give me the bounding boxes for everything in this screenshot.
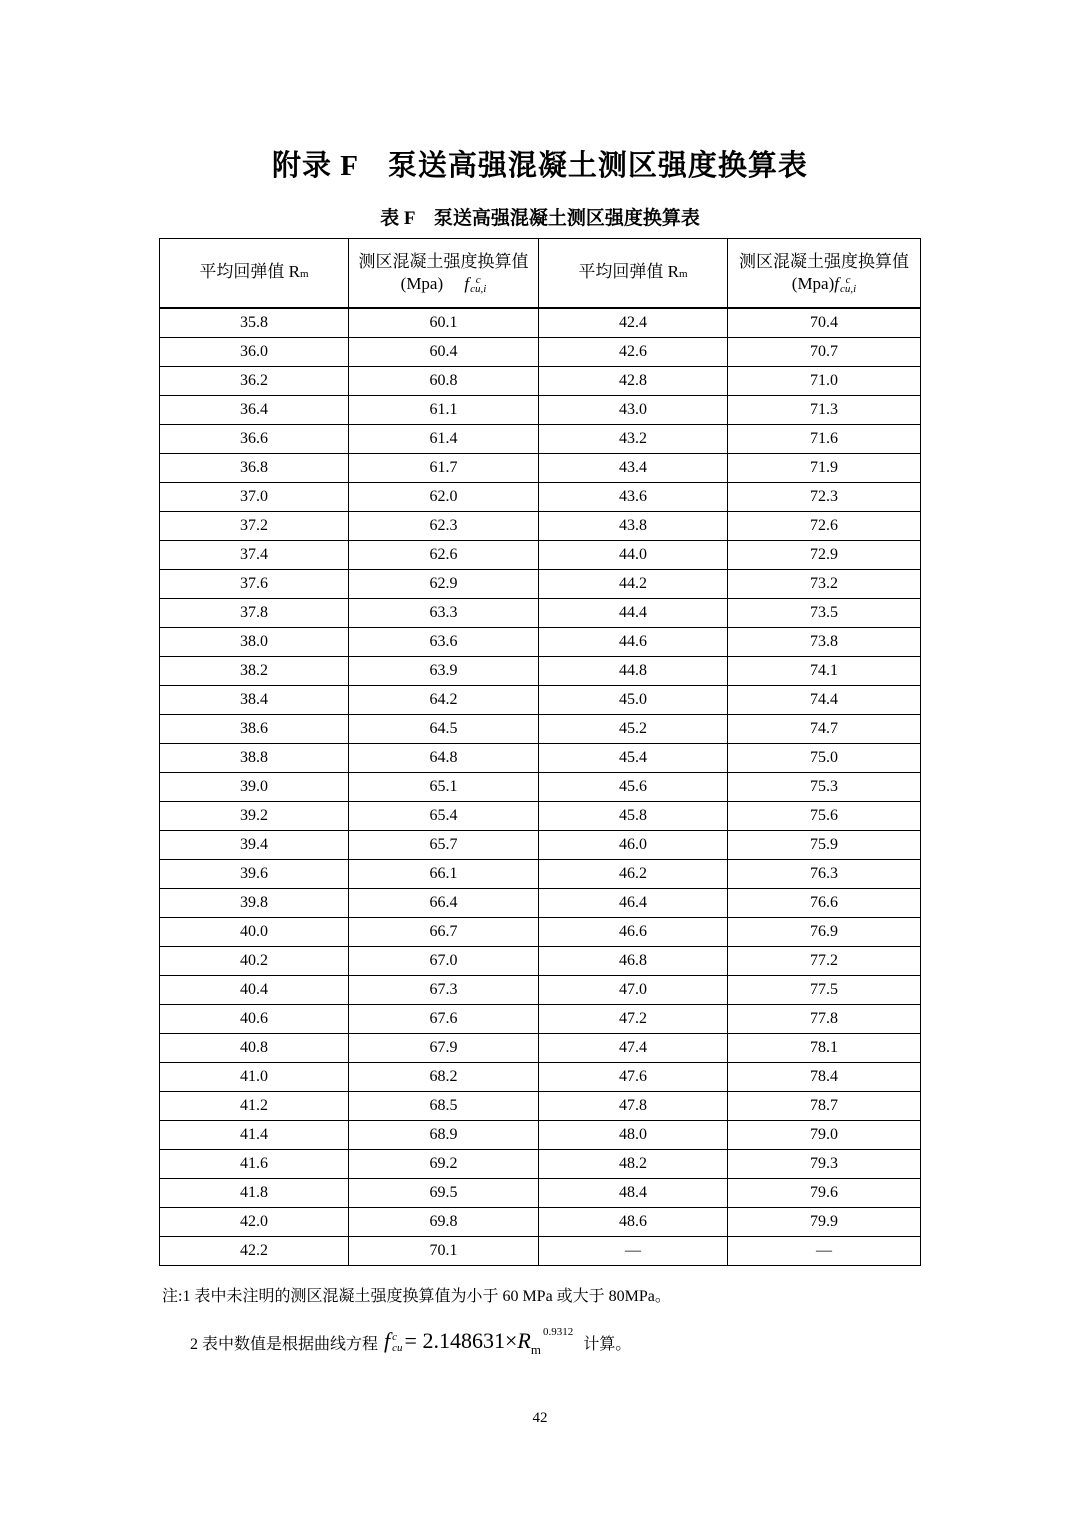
table-cell: 71.9: [728, 454, 921, 483]
table-cell: 38.8: [160, 744, 349, 773]
table-cell: 44.0: [539, 541, 728, 570]
table-row: [160, 1121, 921, 1150]
table-row: [160, 918, 921, 947]
table-cell: 71.6: [728, 425, 921, 454]
header-label: 测区混凝土强度换算值: [358, 252, 529, 271]
table-cell: 73.2: [728, 570, 921, 599]
table-row: [160, 947, 921, 976]
table-cell: 67.9: [349, 1034, 539, 1063]
table-caption: 表 F 泵送高强混凝土测区强度换算表: [380, 208, 700, 229]
table-cell: 75.6: [728, 802, 921, 831]
table-cell: 60.1: [349, 308, 539, 338]
table-cell: 41.2: [160, 1092, 349, 1121]
table-cell: 35.8: [160, 308, 349, 338]
table-row: [160, 425, 921, 454]
table-row: [160, 1208, 921, 1237]
table-row: [160, 599, 921, 628]
table-cell: 65.7: [349, 831, 539, 860]
table-cell: 40.8: [160, 1034, 349, 1063]
table-row: [160, 1150, 921, 1179]
table-row: [160, 541, 921, 570]
table-row: [160, 1179, 921, 1208]
table-cell: 36.8: [160, 454, 349, 483]
table-row: [160, 338, 921, 367]
table-cell: 41.8: [160, 1179, 349, 1208]
table-row: [160, 802, 921, 831]
table-cell: 36.4: [160, 396, 349, 425]
table-cell: 45.8: [539, 802, 728, 831]
table-cell: 62.3: [349, 512, 539, 541]
table-cell: 77.8: [728, 1005, 921, 1034]
equation-r-sub: m: [530, 1342, 541, 1357]
table-cell: 46.2: [539, 860, 728, 889]
table-cell: 73.8: [728, 628, 921, 657]
table-cell: 67.6: [349, 1005, 539, 1034]
table-row: [160, 1005, 921, 1034]
table-cell: 45.6: [539, 773, 728, 802]
header-strength-1: [349, 239, 539, 309]
table-row: [160, 773, 921, 802]
table-cell: 76.6: [728, 889, 921, 918]
table-cell: 40.0: [160, 918, 349, 947]
table-cell: 75.3: [728, 773, 921, 802]
table-cell: 48.4: [539, 1179, 728, 1208]
table-cell: 36.2: [160, 367, 349, 396]
table-cell: 60.4: [349, 338, 539, 367]
table-cell: 61.1: [349, 396, 539, 425]
table-cell: 61.4: [349, 425, 539, 454]
note-2-suffix: 计算。: [583, 1336, 632, 1353]
table-cell: 42.0: [160, 1208, 349, 1237]
table-cell: 37.4: [160, 541, 349, 570]
table-row: [160, 628, 921, 657]
equation-sub: cu: [392, 1342, 403, 1354]
table-cell: 45.0: [539, 686, 728, 715]
table-cell: 44.2: [539, 570, 728, 599]
table-cell: 78.1: [728, 1034, 921, 1063]
table-cell: 39.8: [160, 889, 349, 918]
table-cell: 46.4: [539, 889, 728, 918]
header-unit: (Mpa): [791, 274, 835, 293]
table-row: [160, 686, 921, 715]
table-cell: 75.9: [728, 831, 921, 860]
table-cell: 36.0: [160, 338, 349, 367]
table-cell: 37.8: [160, 599, 349, 628]
strength-symbol: f: [464, 274, 470, 293]
table-row: [160, 1034, 921, 1063]
table-cell: 66.1: [349, 860, 539, 889]
table-cell: 36.6: [160, 425, 349, 454]
symbol-superscript: c: [475, 274, 481, 287]
table-body: [160, 308, 921, 1266]
table-cell: 79.9: [728, 1208, 921, 1237]
table-cell: 74.4: [728, 686, 921, 715]
table-cell: 71.3: [728, 396, 921, 425]
note-1: 注:1 表中未注明的测区混凝土强度换算值为小于 60 MPa 或大于 80MPa。: [162, 1288, 671, 1305]
table-cell: 47.2: [539, 1005, 728, 1034]
table-cell: 72.6: [728, 512, 921, 541]
table-cell: 70.1: [349, 1237, 539, 1266]
note-2: [190, 1326, 671, 1357]
table-cell: 62.9: [349, 570, 539, 599]
table-row: [160, 976, 921, 1005]
table-cell: 73.5: [728, 599, 921, 628]
table-cell: 37.6: [160, 570, 349, 599]
table-cell: 65.1: [349, 773, 539, 802]
table-row: [160, 860, 921, 889]
table-cell: 38.0: [160, 628, 349, 657]
table-cell: 64.5: [349, 715, 539, 744]
table-cell: 42.8: [539, 367, 728, 396]
table-row: [160, 367, 921, 396]
table-cell: 43.4: [539, 454, 728, 483]
table-cell: 44.6: [539, 628, 728, 657]
table-row: [160, 483, 921, 512]
table-cell: 47.0: [539, 976, 728, 1005]
table-row: [160, 1063, 921, 1092]
table-cell: 45.2: [539, 715, 728, 744]
equation-r: R: [517, 1328, 531, 1353]
table-row: [160, 308, 921, 338]
table-cell: 42.6: [539, 338, 728, 367]
table-cell: 68.9: [349, 1121, 539, 1150]
table-cell: 43.0: [539, 396, 728, 425]
table-cell: 72.3: [728, 483, 921, 512]
table-cell: 42.4: [539, 308, 728, 338]
table-cell: 74.7: [728, 715, 921, 744]
table-cell: 48.0: [539, 1121, 728, 1150]
table-cell: 43.2: [539, 425, 728, 454]
table-cell: 39.0: [160, 773, 349, 802]
table-cell: 48.6: [539, 1208, 728, 1237]
table-cell: —: [728, 1237, 921, 1266]
table-cell: 69.5: [349, 1179, 539, 1208]
table-cell: 47.6: [539, 1063, 728, 1092]
table-row: [160, 1237, 921, 1266]
table-cell: 45.4: [539, 744, 728, 773]
table-cell: 41.4: [160, 1121, 349, 1150]
table-cell: 60.8: [349, 367, 539, 396]
table-cell: 39.4: [160, 831, 349, 860]
table-cell: 37.2: [160, 512, 349, 541]
table-cell: 68.5: [349, 1092, 539, 1121]
table-cell: 62.6: [349, 541, 539, 570]
table-cell: 77.5: [728, 976, 921, 1005]
table-row: [160, 657, 921, 686]
table-cell: 61.7: [349, 454, 539, 483]
table-cell: 39.6: [160, 860, 349, 889]
table-cell: 39.2: [160, 802, 349, 831]
curve-equation: [384, 1326, 574, 1357]
table-cell: 77.2: [728, 947, 921, 976]
table-row: [160, 570, 921, 599]
table-cell: 63.9: [349, 657, 539, 686]
page-title: 附录 F 泵送高强混凝土测区强度换算表: [272, 150, 808, 182]
table-cell: 67.3: [349, 976, 539, 1005]
table-cell: 43.6: [539, 483, 728, 512]
table-cell: —: [539, 1237, 728, 1266]
equation-sup: c: [392, 1331, 398, 1343]
header-unit-line: [349, 273, 538, 295]
equation-body: = 2.148631×: [404, 1328, 518, 1353]
table-cell: 62.0: [349, 483, 539, 512]
table-cell: 38.4: [160, 686, 349, 715]
header-avg-rebound-1: [160, 239, 349, 309]
table-cell: 65.4: [349, 802, 539, 831]
symbol-subscript: cu,i: [840, 283, 857, 296]
table-cell: 69.2: [349, 1150, 539, 1179]
table-row: [160, 454, 921, 483]
table-cell: 44.4: [539, 599, 728, 628]
header-unit: (Mpa): [400, 274, 444, 293]
strength-symbol: f: [834, 274, 839, 293]
table-row: [160, 512, 921, 541]
note-2-prefix: 2 表中数值是根据曲线方程: [190, 1336, 379, 1353]
table-cell: 78.7: [728, 1092, 921, 1121]
header-label: 平均回弹值 R: [199, 262, 301, 281]
table-cell: 66.4: [349, 889, 539, 918]
table-cell: 70.7: [728, 338, 921, 367]
header-strength-2: [728, 239, 921, 309]
table-row: [160, 1092, 921, 1121]
table-cell: 40.4: [160, 976, 349, 1005]
header-label: 测区混凝土强度换算值: [739, 252, 909, 271]
conversion-table: [159, 238, 921, 1266]
table-row: [160, 889, 921, 918]
table-row: [160, 744, 921, 773]
table-row: [160, 715, 921, 744]
table-cell: 40.2: [160, 947, 349, 976]
table-cell: 40.6: [160, 1005, 349, 1034]
table-cell: 41.6: [160, 1150, 349, 1179]
table-cell: 78.4: [728, 1063, 921, 1092]
notes: [162, 1283, 671, 1357]
table-cell: 64.2: [349, 686, 539, 715]
header-subscript: m: [300, 268, 309, 280]
table-cell: 76.9: [728, 918, 921, 947]
table-cell: 47.8: [539, 1092, 728, 1121]
header-subscript: m: [679, 268, 688, 280]
symbol-subscript: cu,i: [470, 283, 487, 296]
table-cell: 64.8: [349, 744, 539, 773]
header-unit-line: [728, 273, 920, 295]
table-cell: 79.6: [728, 1179, 921, 1208]
equation-f: f: [384, 1328, 391, 1353]
page-number: 42: [532, 1410, 548, 1426]
table-cell: 63.6: [349, 628, 539, 657]
table-cell: 46.8: [539, 947, 728, 976]
table-cell: 75.0: [728, 744, 921, 773]
table-cell: 46.6: [539, 918, 728, 947]
table-cell: 47.4: [539, 1034, 728, 1063]
table-cell: 42.2: [160, 1237, 349, 1266]
table-row: [160, 396, 921, 425]
header-label: 平均回弹值 R: [578, 262, 680, 281]
table-cell: 63.3: [349, 599, 539, 628]
table-cell: 48.2: [539, 1150, 728, 1179]
table-cell: 41.0: [160, 1063, 349, 1092]
table-cell: 68.2: [349, 1063, 539, 1092]
table-cell: 38.2: [160, 657, 349, 686]
symbol-superscript: c: [845, 274, 851, 287]
header-avg-rebound-2: [539, 239, 728, 309]
table-cell: 79.0: [728, 1121, 921, 1150]
table-cell: 70.4: [728, 308, 921, 338]
table-cell: 69.8: [349, 1208, 539, 1237]
table-cell: 43.8: [539, 512, 728, 541]
table-cell: 66.7: [349, 918, 539, 947]
table-cell: 74.1: [728, 657, 921, 686]
table-cell: 79.3: [728, 1150, 921, 1179]
table-cell: 46.0: [539, 831, 728, 860]
table-cell: 76.3: [728, 860, 921, 889]
table-row: [160, 831, 921, 860]
table-cell: 37.0: [160, 483, 349, 512]
table-cell: 67.0: [349, 947, 539, 976]
table-cell: 72.9: [728, 541, 921, 570]
table-cell: 71.0: [728, 367, 921, 396]
table-cell: 38.6: [160, 715, 349, 744]
equation-exponent: 0.9312: [542, 1326, 574, 1338]
table-cell: 44.8: [539, 657, 728, 686]
